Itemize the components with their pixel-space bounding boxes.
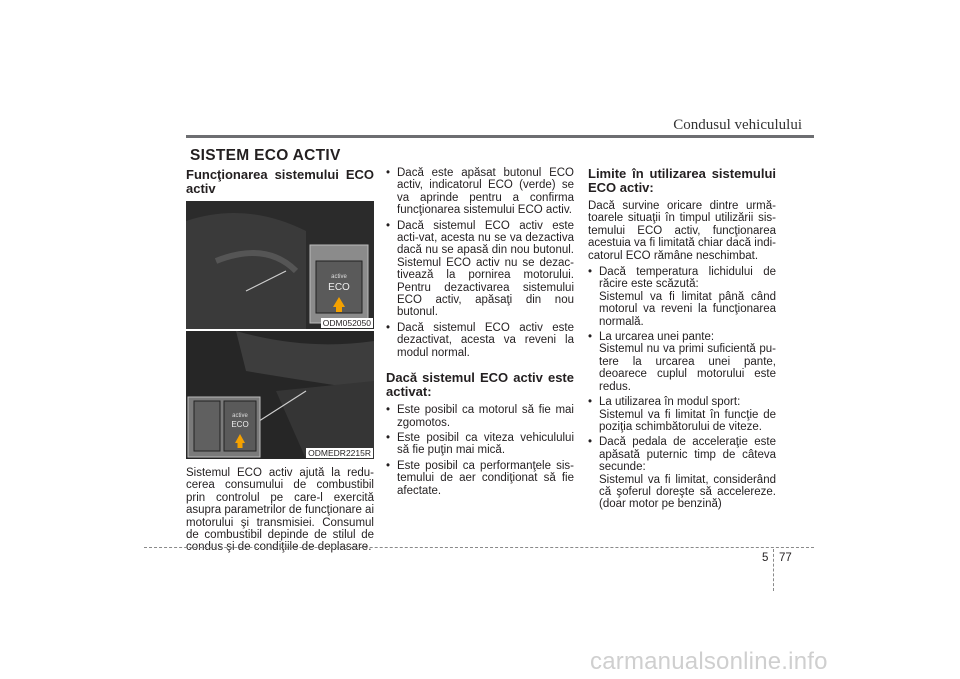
photo-code-2: ODMEDR2215R xyxy=(308,448,371,458)
dashboard-illustration xyxy=(186,201,374,329)
photo-code-1: ODM052050 xyxy=(322,318,371,328)
column-2 xyxy=(386,167,574,503)
running-header: Condusul vehiculului xyxy=(673,117,802,133)
col1-heading: Funcţionarea sistemului ECO activ xyxy=(186,167,374,196)
col3-heading: Limite în utilizarea sistemului ECO activ: xyxy=(588,166,776,195)
column-1 xyxy=(186,168,374,558)
item-title: • La utilizarea în modul sport: xyxy=(599,396,741,409)
list-item: • Este posibil ca motorul să fie mai zgomotos. xyxy=(386,404,574,429)
section-title: SISTEM ECO ACTIV xyxy=(190,147,341,164)
column-3 xyxy=(588,167,776,517)
photo-dashboard-button xyxy=(186,201,374,329)
item-detail: Sistemul nu va primi suficientă pu-tere la urcarea unei pante, deoarece cuplul motorului este redus. xyxy=(599,343,776,393)
item-title: • Dacă pedala de acceleraţie este apăsată puternic timp de câteva secunde: xyxy=(599,436,776,474)
col3-bullets xyxy=(588,266,776,511)
list-item xyxy=(588,331,776,393)
page-number: 77 xyxy=(779,552,792,564)
eco-button-text-active: active xyxy=(331,274,347,280)
col2-bullets-2 xyxy=(386,404,574,497)
list-item: • Dacă sistemul ECO activ este dezactivat, acesta va reveni la modul normal. xyxy=(386,322,574,359)
item-title: • La urcarea unei pante: xyxy=(599,331,715,344)
console-button-text-active: active xyxy=(232,413,248,419)
item-detail: Sistemul va fi limitat până când motorul va reveni la funcţionarea normală. xyxy=(599,290,776,328)
list-item xyxy=(588,396,776,433)
list-item: • Dacă este apăsat butonul ECO activ, indicatorul ECO (verde) se va aprinde pentru a confirma funcţionarea sistemului ECO activ. xyxy=(386,167,574,217)
watermark: carmanualsonline.info xyxy=(590,648,828,675)
eco-button-text-eco: ECO xyxy=(328,282,350,293)
item-detail: Sistemul va fi limitat în funcţie de poziţia schimbătorului de viteze. xyxy=(599,408,776,433)
console-button-text-eco: ECO xyxy=(231,420,249,429)
list-item: • Dacă sistemul ECO activ este acti-vat, acesta nu se va dezactiva dacă nu se apasă din nou butonul. Sistemul ECO activ nu se dezac-tivează la pornirea motorului. Pentru dezactivarea sistemului ECO activ, apăsaţi din nou butonul. xyxy=(386,220,574,319)
list-item: • Este posibil ca viteza vehiculului să fie puţin mai mică. xyxy=(386,432,574,457)
col3-intro: Dacă survine oricare dintre urmă-toarele situaţii în timpul utilizării sis-temului ECO activ, funcţionarea acestuia va fi limitată chiar dacă indi-catorul ECO rămâne neschimbat. xyxy=(588,200,776,262)
footer-divider xyxy=(773,549,774,591)
list-item xyxy=(588,436,776,510)
console-illustration xyxy=(186,331,374,459)
footer-rule xyxy=(144,547,814,548)
col2-bullets xyxy=(386,167,574,359)
chapter-number: 5 xyxy=(762,552,769,564)
col2-heading: Dacă sistemul ECO activ este activat: xyxy=(386,370,574,399)
col1-body: Sistemul ECO activ ajută la redu-cerea consumului de combustibil prin controlul pe care-l exercită asupra parametrilor de funcţionare ai motorului şi transmisiei. Consumul de combustibil depinde de stilul de condus şi de condiţiile de deplasare. xyxy=(186,467,374,554)
item-title: • Dacă temperatura lichidului de răcire este scăzută: xyxy=(599,266,776,291)
item-detail: Sistemul va fi limitat, considerând că şoferul doreşte să accelereze. (doar motor pe benzină) xyxy=(599,473,776,511)
list-item: • Este posibil ca performanţele sis-temului de aer condiţionat să fie afectate. xyxy=(386,460,574,497)
photo-console-button xyxy=(186,331,374,459)
list-item xyxy=(588,266,776,328)
header-rule xyxy=(186,135,814,138)
